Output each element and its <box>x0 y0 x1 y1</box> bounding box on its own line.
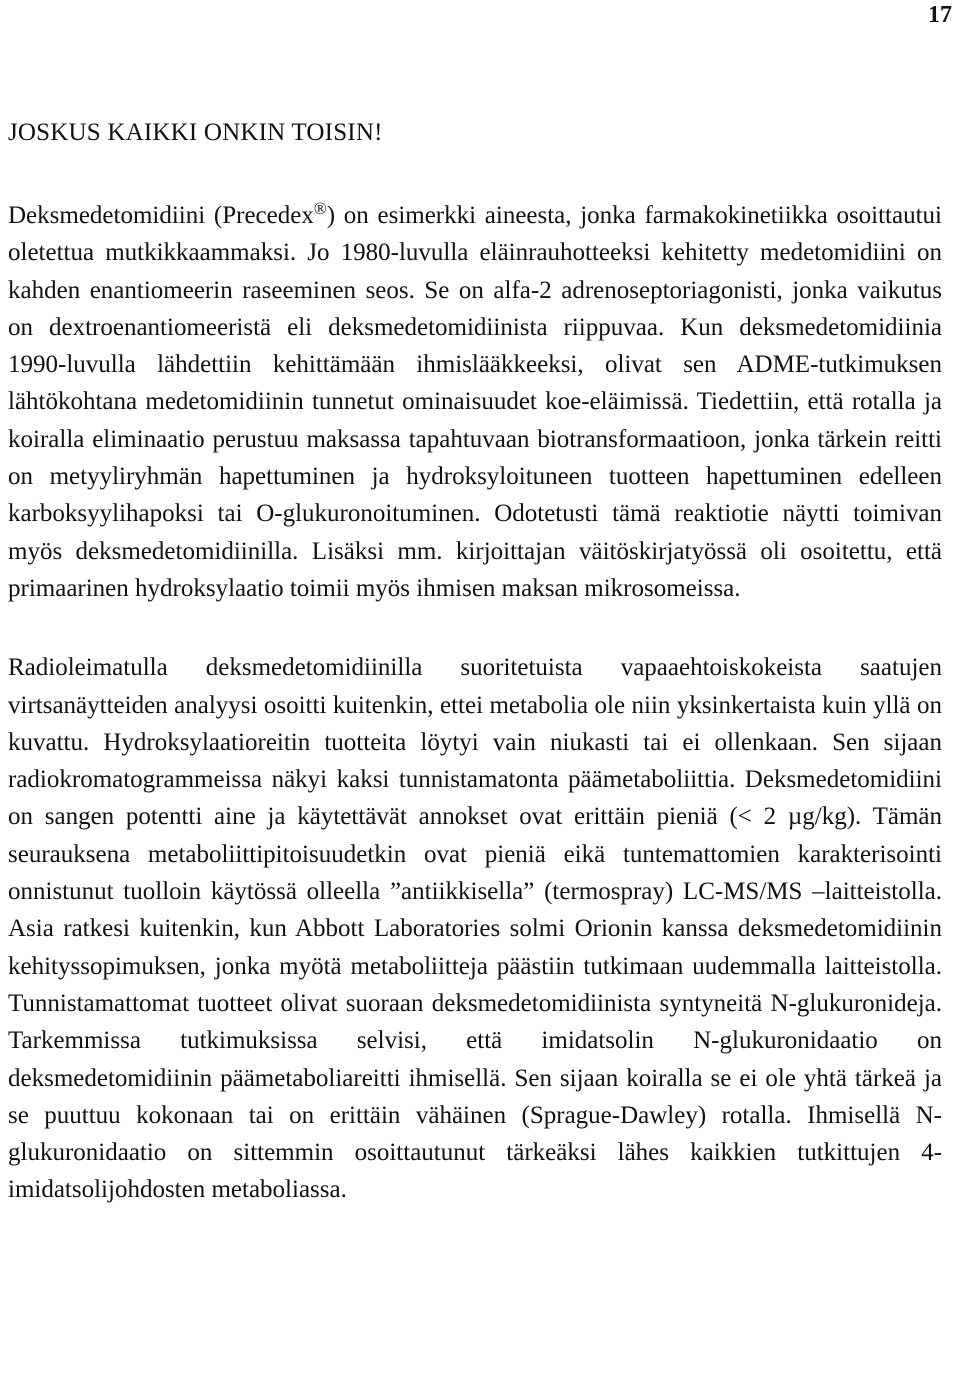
paragraph-1-body: ) on esimerkki aineesta, jonka farmakokinetiikka osoittautui oletettua mutkikkaammaksi. Jo 1980-luvulla eläinrauhotteeksi kehitetty medetomidiini on kahden enantiomeerin raseeminen seos. Se on alfa-2 adrenoseptoriagonisti, jonka vaikutus on dextroenantiomeeristä eli deksmedetomidiinista riippuvaa. Kun deksmedetomidiinia 1990-luvulla lähdettiin kehittämään ihmislääkkeeksi, olivat sen ADME-tutkimuksen lähtökohtana medetomidiinin tunnetut ominaisuudet koe-eläimissä. Tiedettiin, että rotalla ja koiralla eliminaatio perustuu maksassa tapahtuvaan biotransformaatioon, jonka tärkein reitti on metyyliryhmän hapettuminen ja hydroksyloituneen tuotteen hapettuminen edelleen karboksyylihapoksi tai O-glukuronoituminen. Odotetusti tämä reaktiotie näytti toimivan myös deksmedetomidiinilla. Lisäksi mm. kirjoittajan väitöskirjatyössä oli osoitettu, että primaarinen hydroksylaatio toimii myös ihmisen maksan mikrosomeissa. <box>8 202 942 602</box>
registered-trademark-symbol: ® <box>313 199 327 218</box>
article-heading: JOSKUS KAIKKI ONKIN TOISIN! <box>8 119 383 146</box>
paragraph-2: Radioleimatulla deksmedetomidiinilla suoritetuista vapaaehtoiskokeista saatujen virtsanäytteiden analyysi osoitti kuitenkin, ettei metabolia ole niin yksinkertaista kuin yllä on kuvattu. Hydroksylaatioreitin tuotteita löytyi vain niukasti tai ei ollenkaan. Sen sijaan radiokromatogrammeissa näkyi kaksi tunnistamatonta päämetaboliittia. Deksmedetomidiini on sangen potentti aine ja käytettävät annokset ovat erittäin pieniä (< 2 µg/kg). Tämän seurauksena metaboliittipitoisuudetkin ovat pieniä eikä tuntemattomien karakterisointi onnistunut tuolloin käytössä olleella ”antiikkisella” (termospray) LC-MS/MS –laitteistolla. Asia ratkesi kuitenkin, kun Abbott Laboratories solmi Orionin kanssa deksmedetomidiinin kehityssopimuksen, jonka myötä metaboliitteja päästiin tutkimaan uudemmalla laitteistolla. Tunnistamattomat tuotteet olivat suoraan deksmedetomidiinista syntyneitä N-glukuronideja. Tarkemmissa tutkimuksissa selvisi, että imidatsolin N-glukuronidaatio on deksmedetomidiinin päämetaboliareitti ihmisellä. Sen sijaan koiralla se ei ole yhtä tärkeä ja se puuttuu kokonaan tai on erittäin vähäinen (Sprague-Dawley) rotalla. Ihmisellä N-glukuronidaatio on sittemmin osoittautunut tärkeäksi lähes kaikkien tutkittujen 4-imidatsolijohdosten metaboliassa. <box>8 654 942 1204</box>
page-number: 17 <box>928 2 952 28</box>
paragraph-1-lead: Deksmedetomidiini (Precedex <box>8 202 314 229</box>
paragraph-1 <box>8 197 942 607</box>
article-body <box>8 113 942 1209</box>
